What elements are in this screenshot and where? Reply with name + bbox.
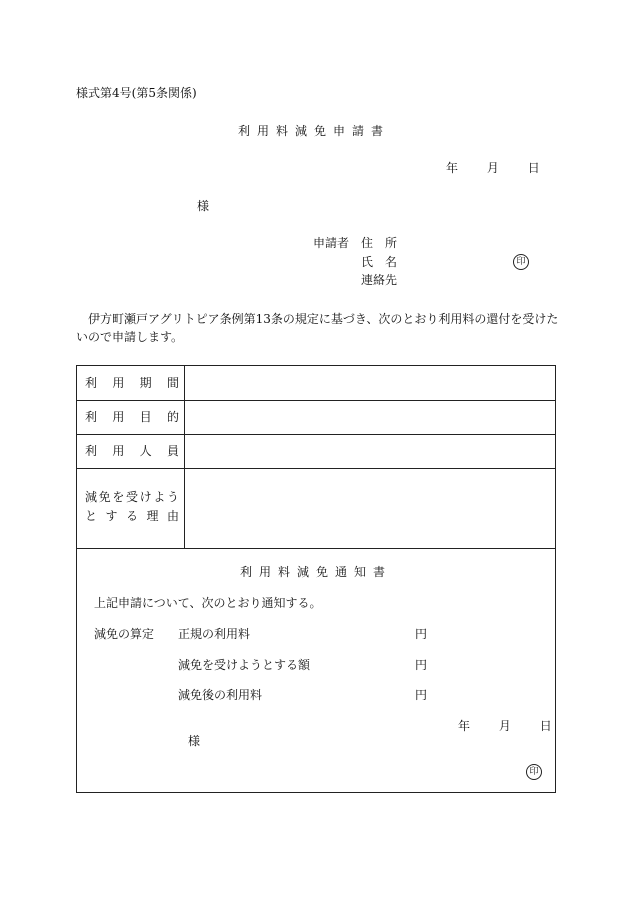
reason-label bbox=[85, 488, 179, 526]
applicant-label: 申請者 bbox=[313, 236, 350, 250]
purpose-label: 利用目的 bbox=[85, 410, 179, 424]
address-label: 住 所 bbox=[361, 236, 398, 250]
name-label: 氏 名 bbox=[361, 255, 398, 269]
page-title: 利用料減免申請書 bbox=[238, 124, 391, 138]
final-fee-unit: 円 bbox=[415, 688, 428, 702]
notice-date-day-label: 日 bbox=[539, 719, 552, 733]
table-divider bbox=[77, 468, 555, 469]
notice-date-month-label: 月 bbox=[498, 719, 511, 733]
calc-label: 減免の算定 bbox=[94, 627, 155, 641]
purpose-value-field[interactable] bbox=[187, 402, 553, 432]
seal-icon: 印 bbox=[513, 254, 529, 270]
period-value-field[interactable] bbox=[187, 368, 553, 398]
table-divider bbox=[77, 400, 555, 401]
reason-value-field[interactable] bbox=[187, 470, 553, 546]
notice-intro: 上記申請について、次のとおり通知する。 bbox=[94, 596, 322, 610]
table-divider bbox=[77, 434, 555, 435]
form-number: 様式第4号(第5条関係) bbox=[76, 86, 197, 100]
date-day-label: 日 bbox=[527, 161, 540, 175]
final-fee-label: 減免後の利用料 bbox=[178, 688, 263, 702]
date-line bbox=[446, 161, 540, 175]
date-month-label: 月 bbox=[486, 161, 499, 175]
body-text-line-2: いので申請します。 bbox=[76, 330, 184, 344]
reason-label-line-2: とする理由 bbox=[85, 509, 179, 523]
discount-amount-unit: 円 bbox=[415, 658, 428, 672]
table-divider bbox=[77, 548, 555, 549]
reason-label-line-1: 減免を受けよう bbox=[85, 490, 179, 504]
notice-date-line bbox=[458, 719, 552, 733]
period-label: 利用期間 bbox=[85, 376, 179, 390]
application-table bbox=[76, 365, 556, 793]
notice-seal-icon: 印 bbox=[526, 764, 542, 780]
contact-label: 連絡先 bbox=[361, 273, 398, 287]
attendees-label: 利用人員 bbox=[85, 444, 179, 458]
attendees-value-field[interactable] bbox=[187, 436, 553, 466]
notice-date-year-label: 年 bbox=[458, 719, 471, 733]
addressee-suffix: 様 bbox=[197, 199, 210, 213]
notice-title: 利用料減免通知書 bbox=[240, 565, 393, 579]
table-column-divider bbox=[184, 366, 185, 548]
notice-addressee-suffix: 様 bbox=[188, 734, 201, 748]
regular-fee-unit: 円 bbox=[415, 627, 428, 641]
date-year-label: 年 bbox=[446, 161, 459, 175]
body-text-line-1: 伊方町瀬戸アグリトピア条例第13条の規定に基づき、次のとおり利用料の還付を受けた bbox=[76, 312, 559, 326]
regular-fee-label: 正規の利用料 bbox=[178, 627, 251, 641]
discount-amount-label: 減免を受けようとする額 bbox=[178, 658, 311, 672]
